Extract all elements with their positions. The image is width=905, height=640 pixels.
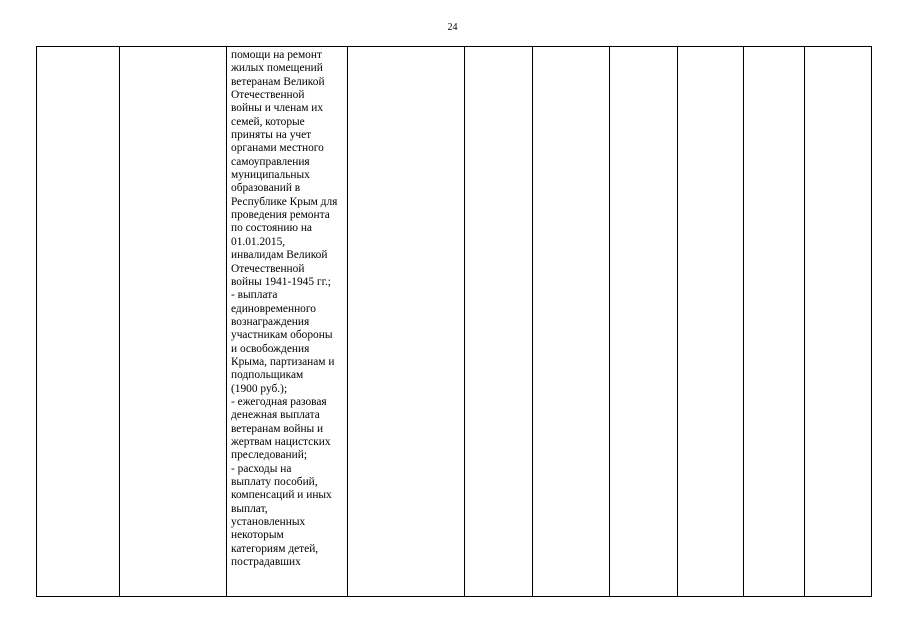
description-line: самоуправления <box>231 155 310 168</box>
description-line: Крыма, партизанам и <box>231 355 335 368</box>
description-line: инвалидам Великой <box>231 249 328 262</box>
description-line: единовременного <box>231 302 316 315</box>
table-cell-col-2 <box>119 47 226 596</box>
document-table <box>36 46 872 597</box>
description-line: категориям детей, <box>231 542 319 555</box>
description-line: - расходы на <box>231 462 292 475</box>
description-line: выплат, <box>231 502 268 515</box>
description-line: органами местного <box>231 142 324 155</box>
table-cell-col-5 <box>464 47 532 596</box>
table-cell-col-3-description <box>226 47 347 596</box>
description-line: подпольщикам <box>231 369 304 382</box>
description-line: компенсаций и иных <box>231 489 332 502</box>
table-cell-col-7 <box>609 47 677 596</box>
table-cell-col-10 <box>804 47 871 596</box>
description-line: - ежегодная разовая <box>231 395 327 408</box>
description-line: проведения ремонта <box>231 209 330 222</box>
description-line: участникам обороны <box>231 329 333 342</box>
description-line: семей, которые <box>231 115 305 128</box>
description-line: Отечественной <box>231 89 305 102</box>
table-cell-col-1 <box>37 47 119 596</box>
description-line: муниципальных <box>231 169 310 182</box>
description-line: и освобождения <box>231 342 310 355</box>
description-line: жилых помещений <box>231 62 323 75</box>
description-line: пострадавших <box>231 556 301 569</box>
description-line: образований в <box>231 182 301 195</box>
description-line: (1900 руб.); <box>231 382 288 395</box>
description-line: Республике Крым для <box>231 195 338 208</box>
description-line: жертвам нацистских <box>231 435 331 448</box>
description-line: помощи на ремонт <box>231 49 322 61</box>
description-line: по состоянию на <box>231 222 312 235</box>
description-line: ветеранам войны и <box>231 422 324 435</box>
description-line: 01.01.2015, <box>231 235 286 248</box>
description-line: ветеранам Великой <box>231 75 325 88</box>
table-cell-col-9 <box>743 47 804 596</box>
description-line: некоторым <box>231 529 284 542</box>
description-line: преследований; <box>231 449 308 462</box>
description-line: установленных <box>231 516 306 529</box>
description-line: денежная выплата <box>231 409 320 422</box>
description-line: - выплата <box>231 289 278 302</box>
description-line: приняты на учет <box>231 129 312 142</box>
description-line: войны 1941-1945 гг.; <box>231 275 331 288</box>
description-line: вознаграждения <box>231 315 310 328</box>
table-cell-col-8 <box>677 47 743 596</box>
table-cell-col-4 <box>347 47 464 596</box>
table-cell-col-6 <box>532 47 609 596</box>
description-line: Отечественной <box>231 262 305 275</box>
description-line: выплату пособий, <box>231 476 318 488</box>
page-number: 24 <box>447 22 458 33</box>
description-line: войны и членам их <box>231 102 324 115</box>
